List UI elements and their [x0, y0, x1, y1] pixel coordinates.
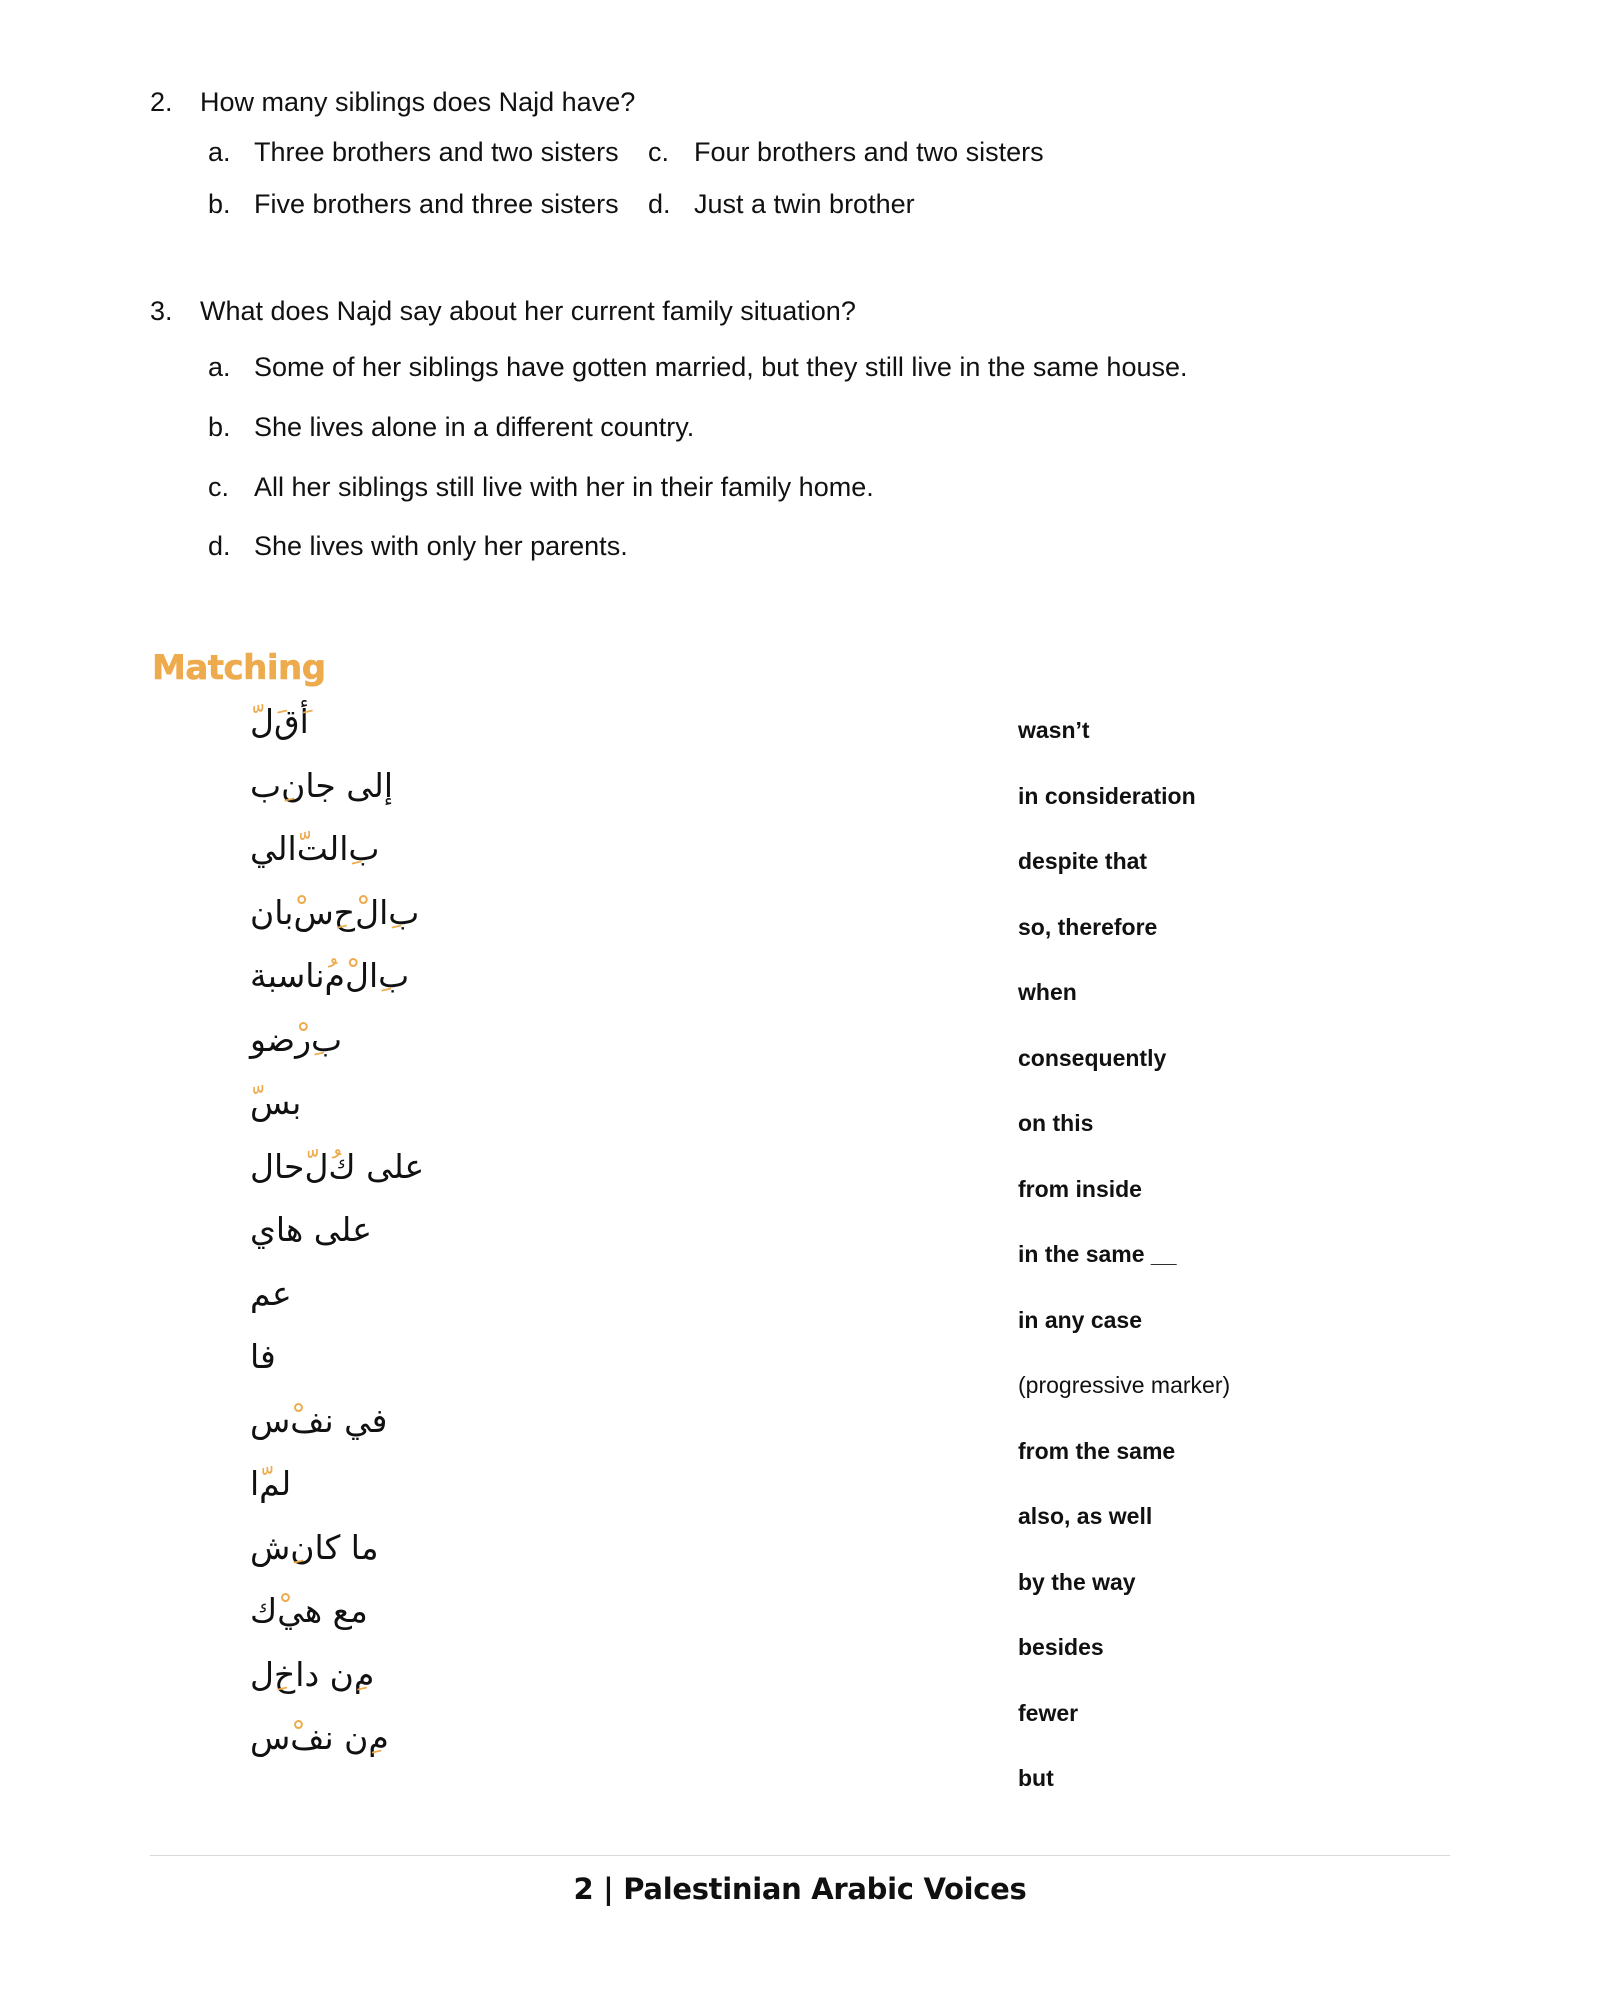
- choice-text: Four brothers and two sisters: [694, 136, 1044, 167]
- choice-row: [208, 351, 1470, 385]
- choice-row: [208, 188, 1470, 222]
- arabic-term[interactable]: ب ال ح س بان: [250, 892, 420, 932]
- english-term[interactable]: in consideration: [1018, 782, 1196, 809]
- choice-text: Three brothers and two sisters: [254, 136, 619, 167]
- question-stem: [150, 86, 1470, 120]
- choice-label: d.: [648, 188, 671, 219]
- english-term[interactable]: besides: [1018, 1634, 1104, 1661]
- english-term[interactable]: from the same: [1018, 1437, 1176, 1464]
- english-term[interactable]: in any case: [1018, 1306, 1143, 1333]
- choice-row: [208, 411, 1470, 445]
- choice-option-c[interactable]: [648, 136, 1044, 170]
- choice-label: a.: [208, 352, 231, 382]
- choice-label: a.: [208, 136, 231, 167]
- choice-option-d[interactable]: [648, 188, 915, 222]
- choice-row: [208, 530, 1470, 564]
- page-footer: [0, 1872, 1600, 1906]
- matching-section: [0, 690, 1600, 1800]
- choice-list: [208, 136, 1470, 222]
- arabic-term[interactable]: م ن نف س: [250, 1718, 389, 1758]
- choice-list: [208, 351, 1470, 564]
- english-term[interactable]: so, therefore: [1018, 913, 1158, 940]
- arabic-term[interactable]: ما كان ش: [250, 1527, 379, 1567]
- choice-text: All her siblings still live with her in their family home.: [254, 471, 874, 502]
- question-number: 3.: [150, 296, 173, 327]
- english-term[interactable]: but: [1018, 1765, 1054, 1792]
- arabic-term[interactable]: م ن داخ ل: [250, 1654, 375, 1694]
- arabic-term[interactable]: مع هي ك: [250, 1591, 368, 1631]
- choice-option-a[interactable]: [208, 136, 648, 170]
- choice-label: b.: [208, 188, 231, 219]
- arabic-term[interactable]: عم: [250, 1273, 292, 1313]
- footer-title: 2 | Palestinian Arabic Voices: [573, 1872, 1027, 1906]
- arabic-term[interactable]: بس: [250, 1083, 302, 1123]
- english-term-column: [1018, 698, 1518, 1812]
- arabic-term[interactable]: على هاي: [250, 1210, 372, 1250]
- english-term[interactable]: consequently: [1018, 1044, 1167, 1071]
- choice-text: She lives alone in a different country.: [254, 411, 695, 442]
- english-term[interactable]: wasn’t: [1018, 717, 1090, 744]
- arabic-term[interactable]: أ ق ل: [250, 702, 309, 742]
- choice-label: c.: [648, 136, 670, 167]
- arabic-term[interactable]: فا: [250, 1337, 276, 1377]
- arabic-term[interactable]: لم ا: [250, 1464, 292, 1504]
- english-term[interactable]: also, as well: [1018, 1503, 1153, 1530]
- choice-option-b[interactable]: [208, 411, 1470, 445]
- english-term[interactable]: from inside: [1018, 1175, 1142, 1202]
- arabic-term[interactable]: ب الت الي: [250, 829, 380, 869]
- choice-row: [208, 136, 1470, 170]
- matching-section-heading: Matching: [152, 648, 326, 688]
- arabic-term[interactable]: على ك ل حال: [250, 1146, 425, 1186]
- arabic-term[interactable]: إلى جان ب: [250, 765, 393, 805]
- choice-row: [208, 471, 1470, 505]
- question-text: How many siblings does Najd have?: [200, 87, 636, 117]
- choice-option-b[interactable]: [208, 188, 648, 222]
- choice-text: Just a twin brother: [694, 188, 915, 219]
- question-number: 2.: [150, 87, 173, 117]
- choice-option-d[interactable]: [208, 530, 1470, 564]
- english-term[interactable]: on this: [1018, 1110, 1094, 1137]
- english-term[interactable]: by the way: [1018, 1568, 1136, 1595]
- choice-text: Some of her siblings have gotten married, but they still live in the same house.: [254, 352, 1188, 382]
- question-item: [150, 86, 1470, 221]
- english-term[interactable]: fewer: [1018, 1699, 1079, 1726]
- choice-label: d.: [208, 531, 231, 562]
- footer-divider: [150, 1855, 1450, 1856]
- arabic-term[interactable]: ب ر ضو: [250, 1019, 343, 1059]
- choice-text: She lives with only her parents.: [254, 531, 628, 562]
- english-term[interactable]: in the same __: [1018, 1241, 1177, 1268]
- english-term[interactable]: (progressive marker): [1018, 1372, 1231, 1399]
- arabic-term[interactable]: في نف س: [250, 1400, 388, 1440]
- question-stem: [150, 295, 1470, 329]
- choice-option-c[interactable]: [208, 471, 1470, 505]
- arabic-term[interactable]: ب ال م ناسبة: [250, 956, 410, 996]
- questions-section: [150, 86, 1470, 598]
- arabic-term-column: [250, 690, 550, 1770]
- question-text: What does Najd say about her current family situation?: [200, 296, 856, 327]
- choice-option-a[interactable]: [208, 351, 1470, 385]
- english-term[interactable]: when: [1018, 979, 1077, 1006]
- choice-text: Five brothers and three sisters: [254, 188, 619, 219]
- english-term[interactable]: despite that: [1018, 848, 1148, 875]
- choice-label: b.: [208, 411, 231, 442]
- question-item: [150, 295, 1470, 564]
- choice-label: c.: [208, 471, 230, 502]
